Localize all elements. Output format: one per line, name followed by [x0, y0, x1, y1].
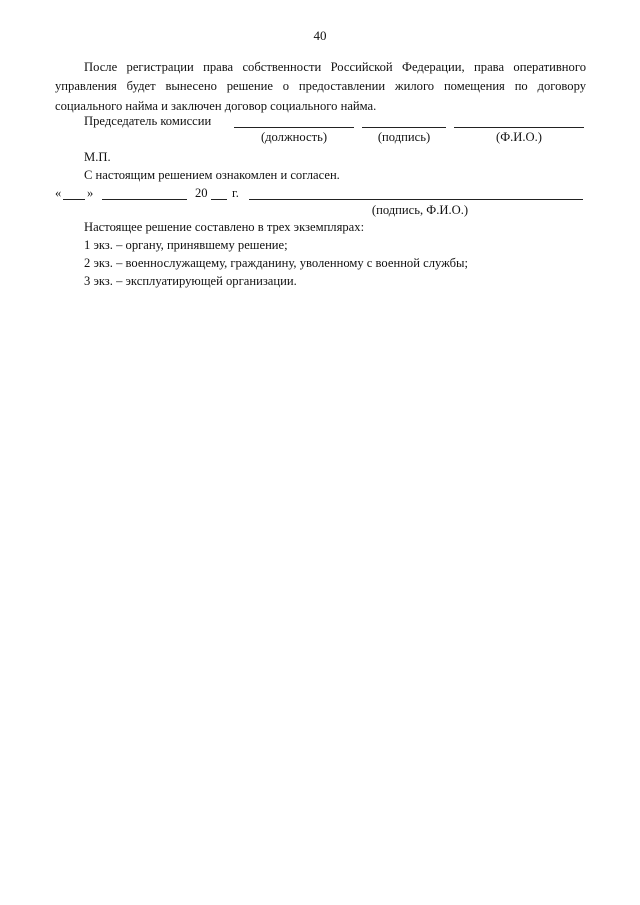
- day-blank-line: [63, 199, 85, 200]
- position-blank-line: [234, 127, 354, 128]
- seal-label: М.П.: [84, 150, 111, 164]
- month-blank-line: [102, 199, 187, 200]
- intro-paragraph: После регистрации права собственности Российской Федерации, права оперативного управления будет вынесено решение о предоставлении жилого помещения по договору социального найма и заключен договор социального найма.: [55, 60, 586, 113]
- copy-item-3: 3 экз. – эксплуатирующей организации.: [84, 274, 297, 288]
- acknowledgement-text: С настоящим решением ознакомлен и согласен.: [84, 168, 340, 182]
- position-caption: (должность): [260, 130, 328, 144]
- copies-intro: Настоящее решение составлено в трех экземплярах:: [84, 220, 365, 234]
- full-name-blank-line: [454, 127, 584, 128]
- year-prefix: 20: [195, 186, 208, 200]
- year-blank-line: [211, 199, 227, 200]
- signature-name-caption: (подпись, Ф.И.О.): [371, 203, 469, 217]
- signature-name-blank-line: [249, 199, 583, 200]
- page-number: 40: [313, 28, 327, 43]
- copy-item-2: 2 экз. – военнослужащему, гражданину, уволенному с военной службы;: [84, 256, 469, 270]
- copy-item-1: 1 экз. – органу, принявшему решение;: [84, 238, 288, 252]
- chairman-label: Председатель комиссии: [84, 114, 212, 128]
- date-open-quote: «: [55, 186, 62, 200]
- signature-caption: (подпись): [377, 130, 431, 144]
- date-close-quote: »: [87, 186, 94, 200]
- signature-blank-line: [362, 127, 446, 128]
- full-name-caption: (Ф.И.О.): [496, 130, 542, 144]
- year-suffix: г.: [232, 186, 239, 200]
